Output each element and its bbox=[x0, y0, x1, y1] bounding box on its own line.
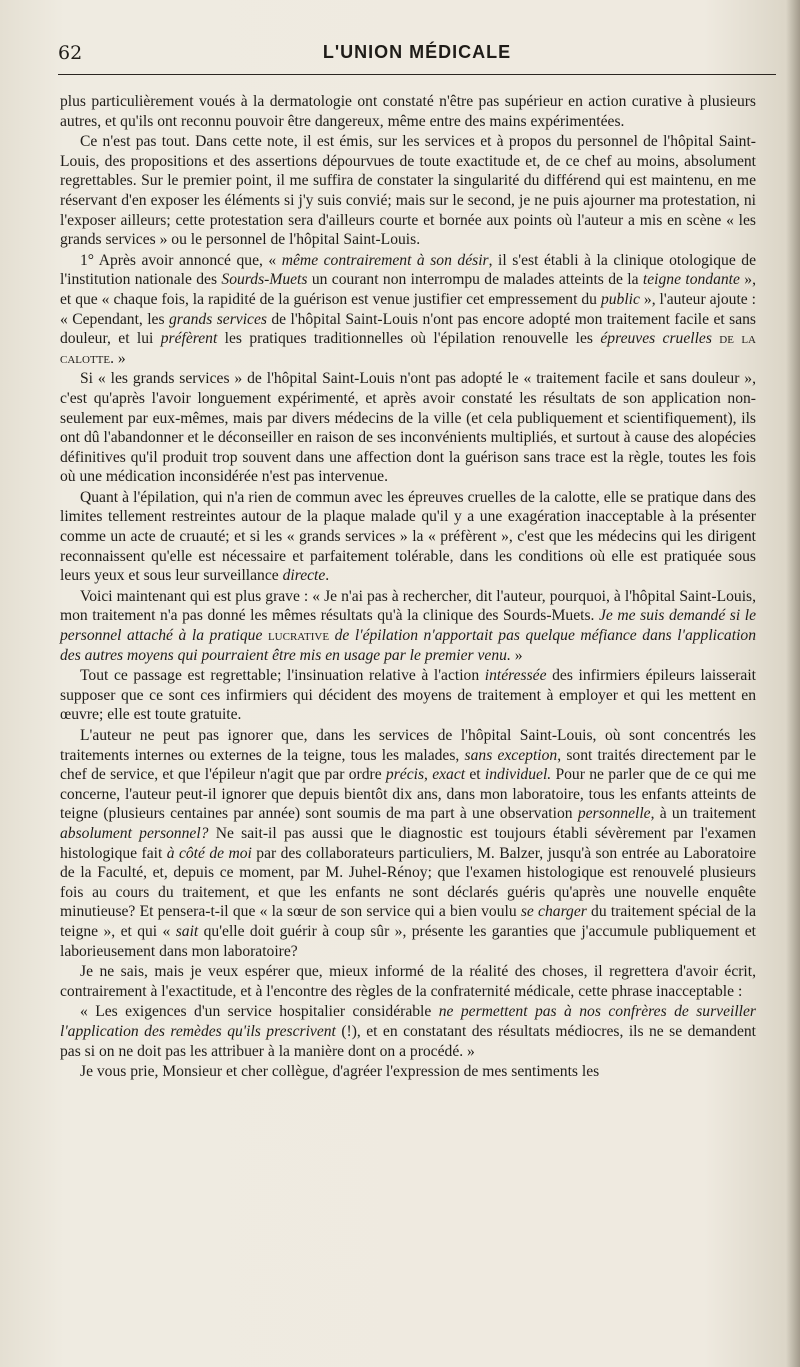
paragraph bbox=[60, 962, 756, 1001]
italic-run: personnelle bbox=[577, 805, 651, 823]
italic-run: intéressée bbox=[484, 667, 547, 685]
italic-run: exact bbox=[432, 766, 466, 784]
text-run: Je vous prie, Monsieur et cher collègue, d'agréer l'expression de mes sentiments les bbox=[80, 1063, 600, 1081]
page-number: 62 bbox=[58, 42, 83, 64]
text-run: , il s'est établi à la clinique otologique de l'institution nationale des bbox=[60, 251, 757, 289]
text-run: (!), et en constatant des résultats médiocres, ils ne se demandent pas si on ne doit pas les attribuer à la manière dont on a procédé. » bbox=[60, 1022, 756, 1060]
paragraph bbox=[60, 1062, 756, 1082]
paragraph bbox=[60, 587, 756, 665]
text-run: les pratiques traditionnelles où l'épilation renouvelle les bbox=[217, 330, 601, 348]
text-run: » bbox=[114, 349, 126, 367]
italic-run: de l'épilation n'apportait pas quelque méfiance dans l'application des autres moyens qui pourraient être mis en usage par le premier venu. bbox=[60, 627, 756, 664]
page-edge-shadow bbox=[786, 0, 800, 1367]
text-run: , à un traitement bbox=[650, 805, 756, 823]
paragraph bbox=[60, 369, 756, 487]
text-run: Quant à l'épilation, qui n'a rien de commun avec les épreuves cruelles de la calotte, elle se pratique dans des limites tellement restreintes autour de la plaque malade qu'il y a une exagération inacceptable à la présenter comme un acte de cruauté; et si les « grands services » la « préfèrent », c'est que les médecins qui les dirigent reconnaissent qu'elle est nécessaire et parfaitement tolérable, dans les conditions où elle est pratiquée sous leurs yeux et sous leur surveillance bbox=[60, 488, 756, 585]
text-run: », et que « chaque fois, la rapidité de la guérison est venue justifier cet empressement du bbox=[60, 271, 756, 308]
paragraph bbox=[60, 726, 756, 961]
paragraph bbox=[60, 92, 756, 131]
italic-run: grands services bbox=[168, 310, 267, 328]
italic-run: public bbox=[600, 290, 640, 308]
small-caps-run: de la calotte. bbox=[60, 330, 756, 367]
quoted-paragraph bbox=[60, 1002, 756, 1061]
text-run: Pour ne parler que de ce qui me concerne, l'auteur peut-il ignorer que depuis bientôt dix ans, dans mon laboratoire, tous les enfants atteints de teigne (plusieurs centaines par année) sont soumis de ma part à une observation bbox=[60, 766, 756, 823]
small-caps-run: lucrative bbox=[262, 627, 330, 645]
text-run: un courant non interrompu de malades atteints de la bbox=[307, 271, 643, 289]
text-run: », l'auteur ajoute : « Cependant, les bbox=[60, 290, 757, 328]
italic-run: absolument personnel? bbox=[60, 824, 209, 842]
italic-run: Je me suis demandé si le personnel attaché à la pratique bbox=[60, 607, 756, 645]
text-run: 1° Après avoir annoncé que, « bbox=[80, 251, 282, 269]
text-run: du traitement spécial de la teigne », et qui « bbox=[60, 903, 756, 940]
paragraph bbox=[60, 488, 756, 586]
italic-run: sait bbox=[175, 922, 199, 940]
italic-run: ne permettent pas à nos confrères de surveiller l'application des remèdes qu'ils prescrivent bbox=[60, 1003, 756, 1040]
italic-run: même contrairement à son désir bbox=[281, 251, 489, 269]
paragraph bbox=[60, 132, 756, 250]
text-run: de l'hôpital Saint-Louis n'ont pas encore adopté mon traitement facile et sans douleur, et lui bbox=[60, 310, 756, 348]
text-run: Ne sait-il pas aussi que le diagnostic est toujours établi sévèrement par l'examen histologique fait bbox=[60, 824, 756, 862]
text-run: Tout ce passage est regrettable; l'insinuation relative à l'action bbox=[80, 667, 485, 685]
paragraph bbox=[60, 666, 756, 725]
text-run: Voici maintenant qui est plus grave : « Je n'ai pas à rechercher, dit l'auteur, pourquoi, à l'hôpital Saint-Louis, mon traitement n'a pas donné les mêmes résultats qu'à la clinique des Sourds-Muets. bbox=[60, 587, 756, 625]
paragraph bbox=[60, 251, 756, 369]
text-run: qu'elle doit guérir à coup sûr », présente les garanties que j'accumule publiquement et laborieusement dans mon laboratoire? bbox=[60, 922, 757, 960]
text-run: et bbox=[465, 766, 485, 784]
italic-run: épreuves cruelles bbox=[600, 330, 712, 348]
text-run: Si « les grands services » de l'hôpital Saint-Louis n'ont pas adopté le « traitement facile et sans douleur », c'est qu'après l'avoir longuement expérimenté, et après avoir constaté les résultats de son application non-seulement par eux-mêmes, mais par divers médecins de la ville (et cela publiquement et scientifiquement), ils ont dû l'abandonner et le déconseiller en raison de ses inconvénients multipliés, et surtout à cause des alopécies définitives qu'il produit trop souvent dans une affection dont la guérison sans trace est la règle, toutes les fois où une médication inconsidérée n'est pas intervenue. bbox=[60, 370, 756, 486]
running-header bbox=[58, 40, 776, 70]
italic-run: préfèrent bbox=[160, 330, 218, 348]
italic-run: individuel. bbox=[484, 766, 552, 784]
text-run: Je ne sais, mais je veux espérer que, mieux informé de la réalité des choses, il regrettera d'avoir écrit, contrairement à l'exactitude, et à l'encontre des règles de la confraternité médicale, cette phrase inacceptable : bbox=[60, 963, 756, 1000]
text-run: , sont traités directement par le chef de service, et que l'épileur n'agit que par ordre bbox=[60, 746, 757, 784]
text-run: , bbox=[424, 766, 433, 784]
text-run: des infirmiers épileurs laisserait supposer que ce sont ces infirmiers qui décident des moyens de traitement à employer et qui les mettent en œuvre; elle est toute gratuite. bbox=[60, 667, 756, 724]
italic-run: directe bbox=[282, 567, 326, 585]
text-run: par des collaborateurs particuliers, M. Balzer, jusqu'à son entrée au Laboratoire de la Faculté, et, depuis ce moment, par M. Juhel-Rénoy; que l'examen histologique est renouvelé plusieurs fois au cours du traitement, et que les enfants ne sont déclarés guéris qu'après une nouvelle enquête minutieuse? Et pensera-t-il que « la sœur de son service qui a bien voulu bbox=[60, 844, 757, 921]
italic-run: précis bbox=[385, 766, 425, 784]
italic-run: se charger bbox=[520, 903, 587, 921]
article-body bbox=[60, 92, 756, 1082]
journal-title: L'UNION MÉDICALE bbox=[322, 42, 512, 62]
text-run: « Les exigences d'un service hospitalier considérable bbox=[80, 1003, 439, 1021]
italic-run: Sourds-Muets bbox=[221, 271, 308, 289]
text-run: plus particulièrement voués à la dermatologie ont constaté n'être pas supérieur en action curative à plusieurs autres, et qu'ils ont reconnu pouvoir être dangereux, même entre des mains expérimentées. bbox=[60, 93, 756, 130]
text-run: » bbox=[510, 646, 523, 664]
italic-run: sans exception bbox=[464, 746, 558, 764]
italic-run: à côté de moi bbox=[166, 844, 252, 862]
header-rule bbox=[58, 74, 776, 75]
text-run: . bbox=[325, 567, 330, 585]
text-run: L'auteur ne peut pas ignorer que, dans les services de l'hôpital Saint-Louis, où sont concentrés les traitements internes ou externes de la teigne, tous les malades, bbox=[60, 727, 756, 764]
text-run: Ce n'est pas tout. Dans cette note, il est émis, sur les services et à propos du personnel de l'hôpital Saint-Louis, des propositions et des assertions dépourvues de toute exactitude et, de ce chef au moins, absolument regrettables. Sur le premier point, il me suffira de constater la singularité du différend qui est maintenu, en me réservant d'en exposer les éléments si j'y suis convié; mais sur le second, je ne puis ajourner ma protestation, ni l'exposer ailleurs; cette protestation sera d'ailleurs courte et bornée aux points où l'auteur a mis en scène « les grands services » ou le personnel de l'hôpital Saint-Louis. bbox=[60, 133, 756, 249]
italic-run: teigne tondante bbox=[642, 271, 740, 289]
